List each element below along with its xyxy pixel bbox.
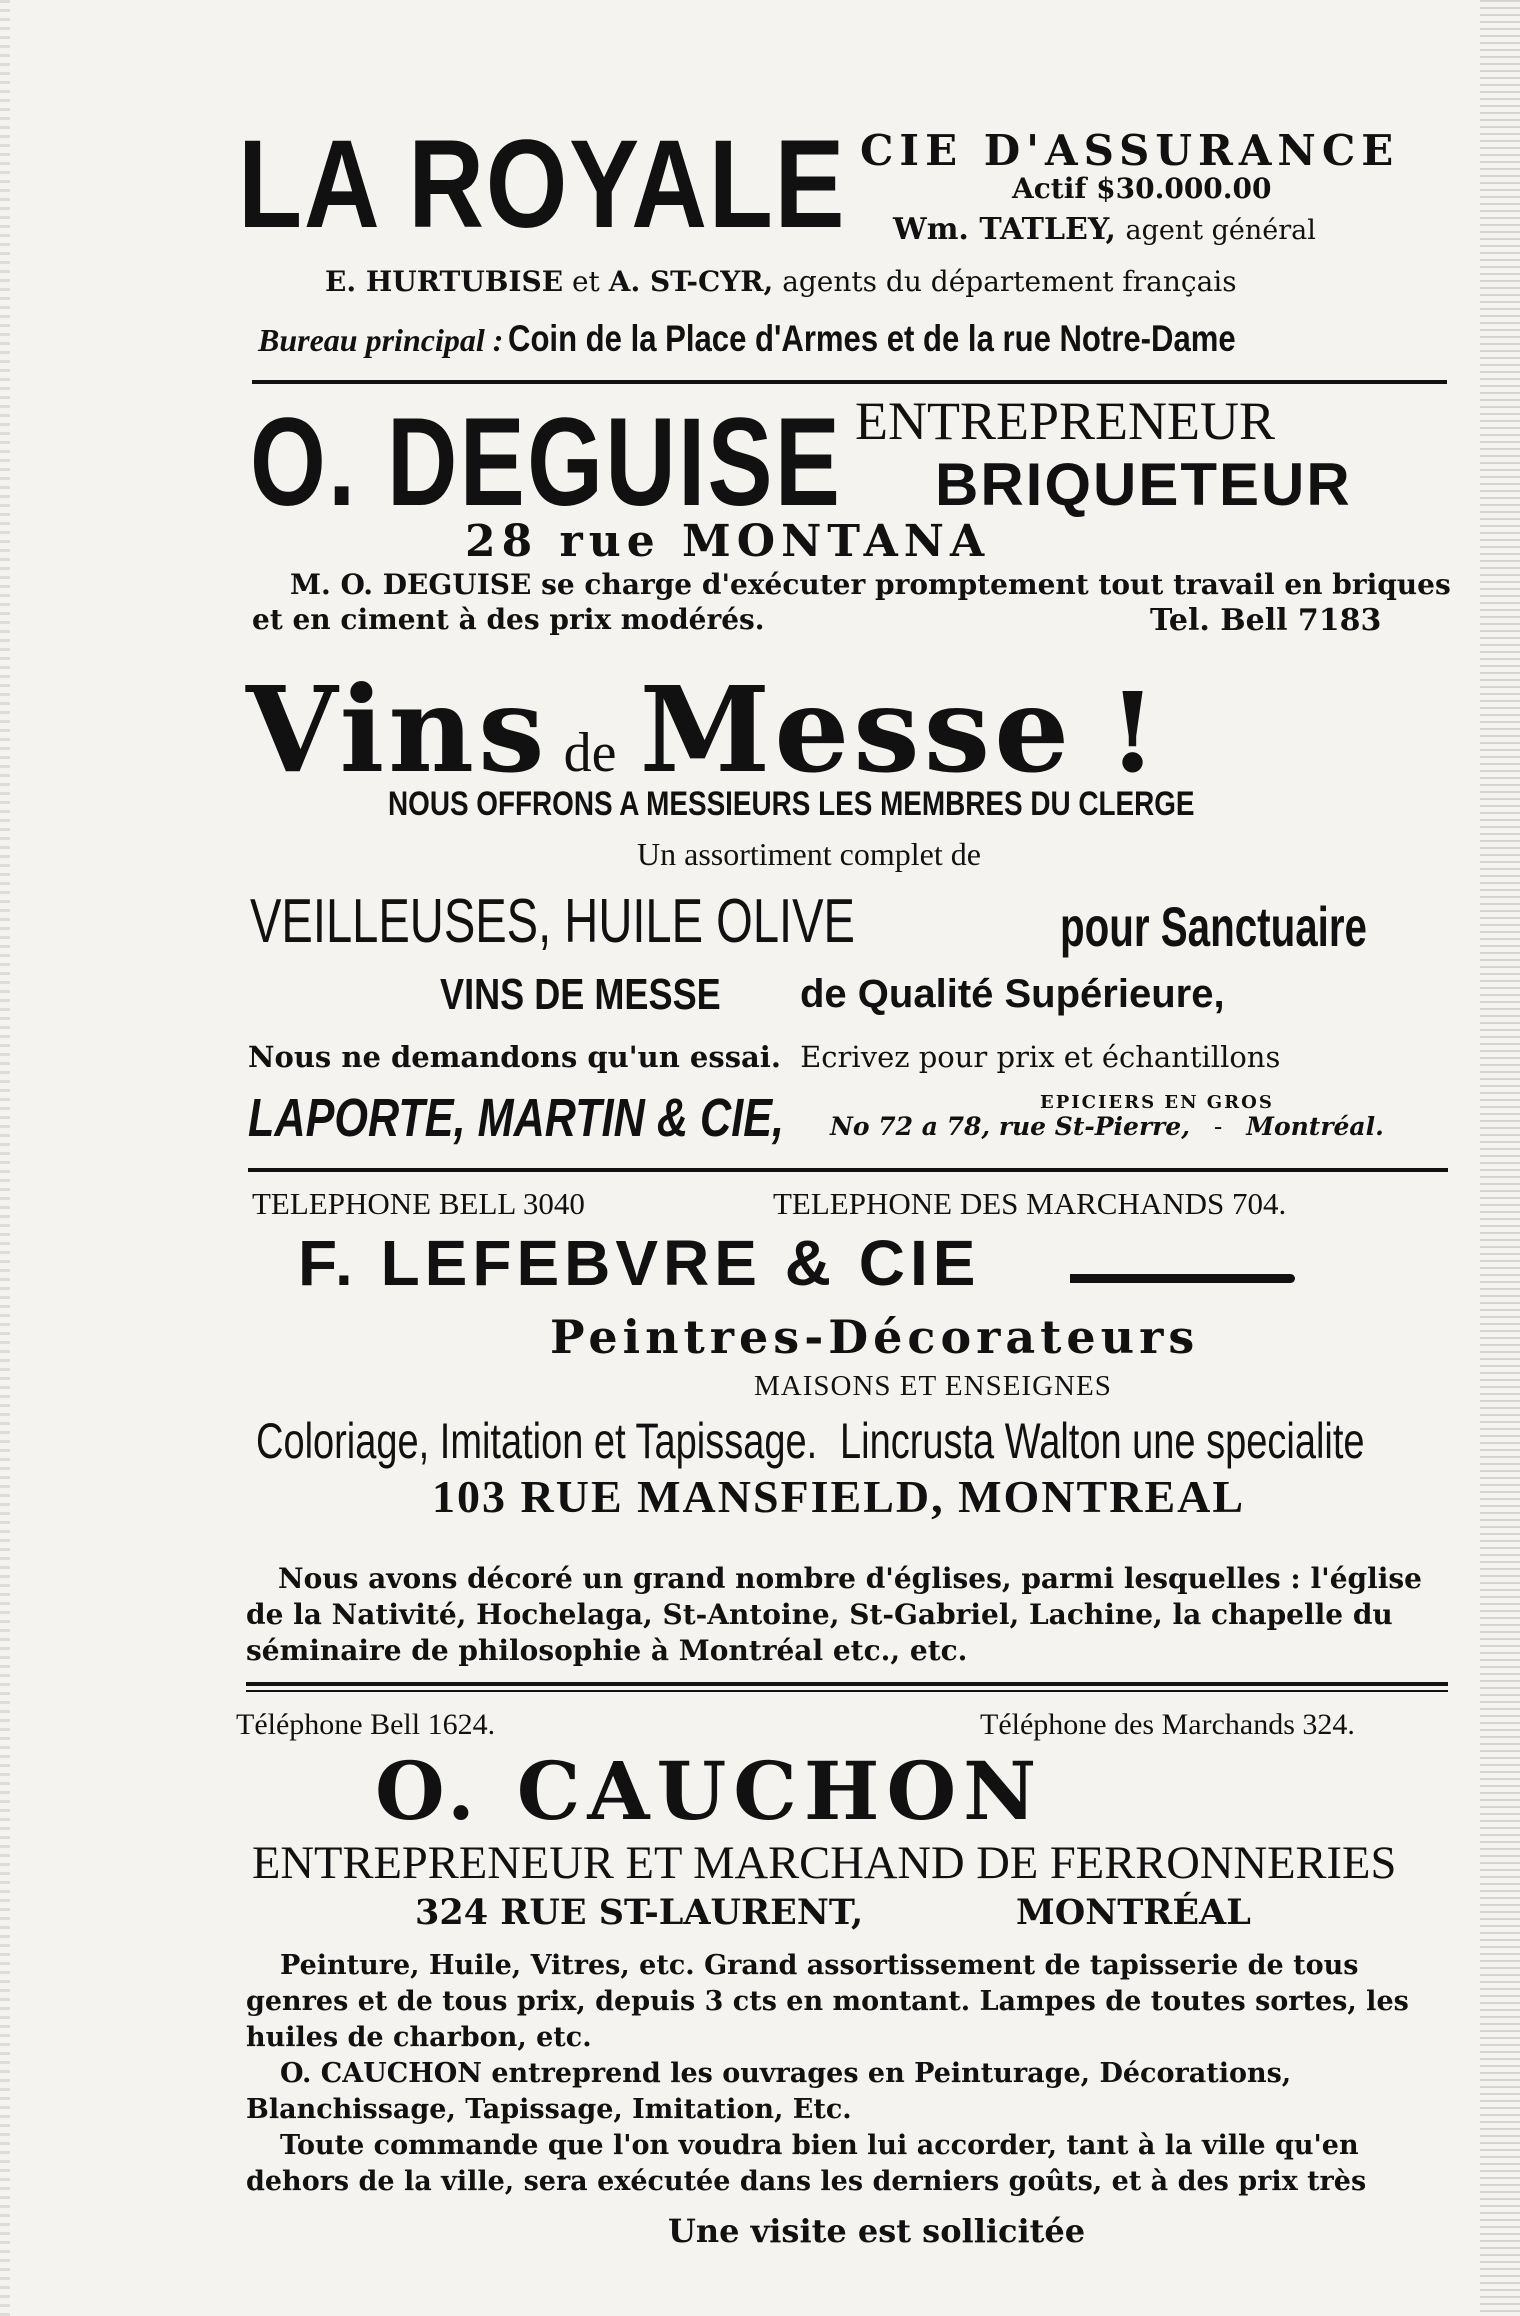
vins-offer: NOUS OFFRONS A MESSIEURS LES MEMBRES DU CLERGE (388, 785, 1195, 823)
deguise-name: O. DEGUISE (250, 393, 843, 532)
cauchon-p7: dehors de la ville, sera exécutée dans les derniers goûts, et à des prix très (246, 2166, 1367, 2197)
cauchon-p5: Blanchissage, Tapissage, Imitation, Etc. (246, 2094, 852, 2125)
separator-2 (248, 1168, 1448, 1172)
cauchon-p2: genres et de tous prix, depuis 3 cts en montant. Lampes de toutes sortes, les (246, 1986, 1409, 2017)
cauchon-tel-bell: Téléphone Bell 1624. (236, 1708, 496, 1741)
deguise-line1: M. O. DEGUISE se charge d'exécuter promptement tout travail en briques (290, 568, 1451, 601)
vins-title-excl: ! (1108, 668, 1157, 797)
cauchon-title: ENTREPRENEUR ET MARCHAND DE FERRONNERIES (252, 1837, 1397, 1889)
lefebvre-services1: Coloriage, Imitation et Tapissage. (256, 1413, 818, 1469)
cauchon-p3: huiles de charbon, etc. (246, 2022, 592, 2053)
vins-pour: pour Sanctuaire (1060, 895, 1367, 958)
lefebvre-para3: séminaire de philosophie à Montréal etc., etc. (246, 1634, 968, 1667)
cauchon-p4: O. CAUCHON entreprend les ouvrages en Peinturage, Décorations, (280, 2058, 1292, 2089)
lefebvre-para1: Nous avons décoré un grand nombre d'églises, parmi lesquelles : l'église (278, 1562, 1422, 1595)
royale-name: LA ROYALE (238, 115, 847, 254)
vins-title-de: de (563, 722, 617, 784)
vins-veilleuses: VEILLEUSES, HUILE OLIVE (250, 887, 855, 956)
vins-title-vins: Vins (246, 660, 549, 799)
cauchon-tel-marchands: Téléphone des Marchands 324. (980, 1708, 1355, 1741)
separator-1 (252, 380, 1447, 384)
deguise-title-briqueteur: BRIQUETEUR (935, 451, 1352, 518)
cauchon-closing: Une visite est sollicitée (668, 2212, 1086, 2250)
royale-bureau-address: Coin de la Place d'Armes et de la rue Notre-Dame (508, 318, 1237, 359)
royale-agent1: E. HURTUBISE (325, 265, 564, 298)
vins-vins-de-messe: VINS DE MESSE (440, 970, 721, 1019)
royale-agent2: A. ST-CYR, (608, 265, 774, 298)
royale-agent-name: Wm. TATLEY, (893, 212, 1116, 247)
lefebvre-name: F. LEFEBVRE & CIE (298, 1227, 981, 1299)
right-page-edge (1480, 0, 1520, 2316)
lefebvre-tel-marchands: TELEPHONE DES MARCHANDS 704. (773, 1186, 1287, 1221)
lefebvre-services2: Lincrusta Walton une specialite (840, 1413, 1365, 1469)
deguise-tel: Tel. Bell 7183 (1150, 603, 1382, 638)
cauchon-address1: 324 RUE ST-LAURENT, (415, 1892, 864, 1933)
vins-firm: LAPORTE, MARTIN & CIE, (248, 1088, 785, 1148)
cauchon-name: O. CAUCHON (375, 1744, 1044, 1838)
separator-3b (246, 1690, 1448, 1692)
left-page-edge (0, 0, 10, 2316)
royale-actif: Actif $30.000.00 (1012, 172, 1272, 205)
cauchon-p6: Toute commande que l'on voudra bien lui accorder, tant à la ville qu'en (280, 2130, 1359, 2161)
cauchon-p1: Peinture, Huile, Vitres, etc. Grand assortissement de tapisserie de tous (280, 1950, 1359, 1981)
deguise-address: 28 rue MONTANA (465, 516, 991, 567)
royale-bureau-label: Bureau principal : (258, 322, 504, 358)
vins-firm-address: No 72 a 78, rue St-Pierre, (830, 1112, 1190, 1141)
separator-3 (246, 1682, 1448, 1686)
royale-agents-dept: agents du département français (782, 265, 1237, 298)
vins-qualite: de Qualité Supérieure, (800, 972, 1225, 1016)
lefebvre-maisons: MAISONS ET ENSEIGNES (754, 1370, 1112, 1402)
royale-et: et (571, 265, 600, 298)
lefebvre-para2: de la Nativité, Hochelaga, St-Antoine, St-Gabriel, Lachine, la chapelle du (246, 1598, 1393, 1631)
royale-agent-title: agent général (1125, 215, 1316, 246)
vins-epiciers: EPICIERS EN GROS (1040, 1092, 1274, 1113)
lefebvre-address: 103 RUE MANSFIELD, MONTREAL (432, 1471, 1246, 1522)
vins-essai1: Nous ne demandons qu'un essai. (248, 1040, 781, 1074)
vins-city: Montréal. (1246, 1112, 1384, 1141)
vins-dash: - (1213, 1112, 1223, 1141)
lefebvre-flourish (1070, 1274, 1295, 1283)
vins-title-messe: Messe (639, 660, 1074, 799)
royale-company: CIE D'ASSURANCE (860, 126, 1400, 175)
deguise-line2: et en ciment à des prix modérés. (252, 603, 765, 636)
vins-essai2: Ecrivez pour prix et échantillons (800, 1040, 1281, 1074)
lefebvre-tel-bell: TELEPHONE BELL 3040 (252, 1186, 585, 1221)
cauchon-address2: MONTRÉAL (1016, 1892, 1251, 1933)
lefebvre-trade: Peintres-Décorateurs (550, 1310, 1200, 1364)
vins-assort: Un assortiment complet de (637, 836, 981, 872)
deguise-title-entrepreneur: ENTREPRENEUR (855, 391, 1276, 451)
